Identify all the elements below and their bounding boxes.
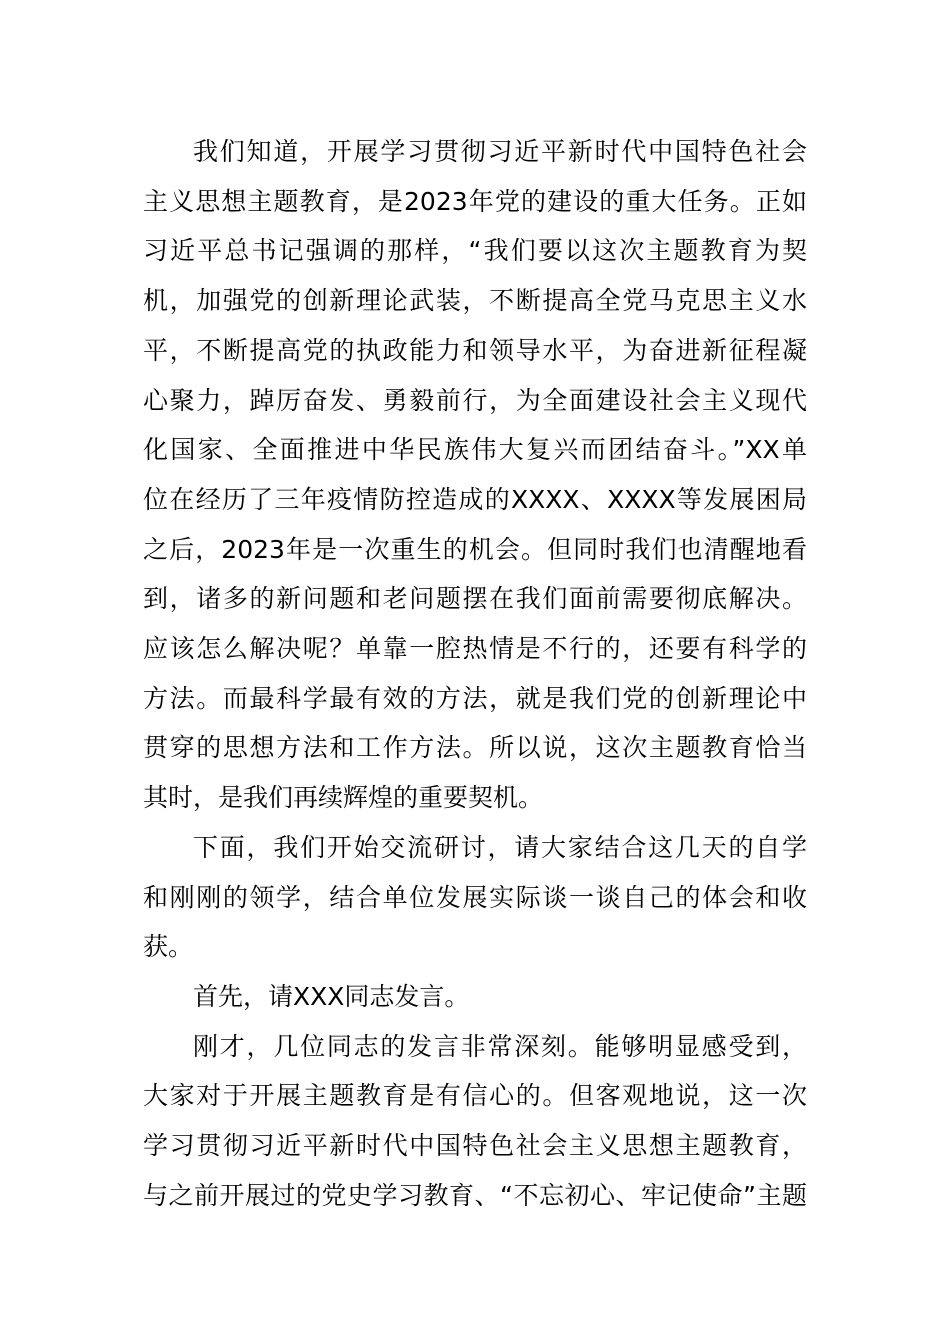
paragraph-line: 首先，请XXX同志发言。 [193,981,470,1011]
paragraph-1 [143,127,807,823]
paragraph-line: 下面，我们开始交流研讨，请大家结合这几天的自学 [193,832,807,862]
paragraph-line: 之后，2023年是一次重生的机会。但同时我们也清醒地看 [143,534,807,564]
document-body [143,127,807,1220]
paragraph-line: 应该怎么解决呢？单靠一腔热情是不行的，还要有科学的 [143,634,807,664]
paragraph-line: 位在经历了三年疫情防控造成的XXXX、XXXX等发展困局 [143,484,807,514]
paragraph-line: 平，不断提高党的执政能力和领导水平，为奋进新征程凝 [143,335,807,365]
paragraph-line: 到，诸多的新问题和老问题摆在我们面前需要彻底解决。 [143,584,807,614]
paragraph-4 [143,1022,807,1221]
paragraph-line: 和刚刚的领学，结合单位发展实际谈一谈自己的体会和收 [143,882,807,912]
paragraph-line: 学习贯彻习近平新时代中国特色社会主义思想主题教育， [143,1131,807,1161]
paragraph-line: 刚才，几位同志的发言非常深刻。能够明显感受到， [193,1031,807,1061]
paragraph-line: 我们知道，开展学习贯彻习近平新时代中国特色社会 [193,137,807,166]
paragraph-2 [143,823,807,972]
paragraph-line: 心聚力，踔厉奋发、勇毅前行，为全面建设社会主义现代 [143,385,807,415]
paragraph-line: 与之前开展过的党史学习教育、“不忘初心、牢记使命”主题 [143,1180,807,1210]
paragraph-line: 机，加强党的创新理论武装，不断提高全党马克思主义水 [143,286,807,316]
paragraph-3 [143,972,807,1022]
paragraph-line: 大家对于开展主题教育是有信心的。但客观地说，这一次 [143,1081,807,1111]
paragraph-line: 化国家、全面推进中华民族伟大复兴而团结奋斗。”XX单 [143,435,807,465]
paragraph-line: 方法。而最科学最有效的方法，就是我们党的创新理论中 [143,683,807,713]
paragraph-line: 获。 [143,932,194,962]
paragraph-line: 习近平总书记强调的那样，“我们要以这次主题教育为契 [143,236,807,266]
paragraph-line: 主义思想主题教育，是2023年党的建设的重大任务。正如 [143,186,807,216]
paragraph-line: 其时，是我们再续辉煌的重要契机。 [143,783,544,813]
paragraph-line: 贯穿的思想方法和工作方法。所以说，这次主题教育恰当 [143,733,807,763]
